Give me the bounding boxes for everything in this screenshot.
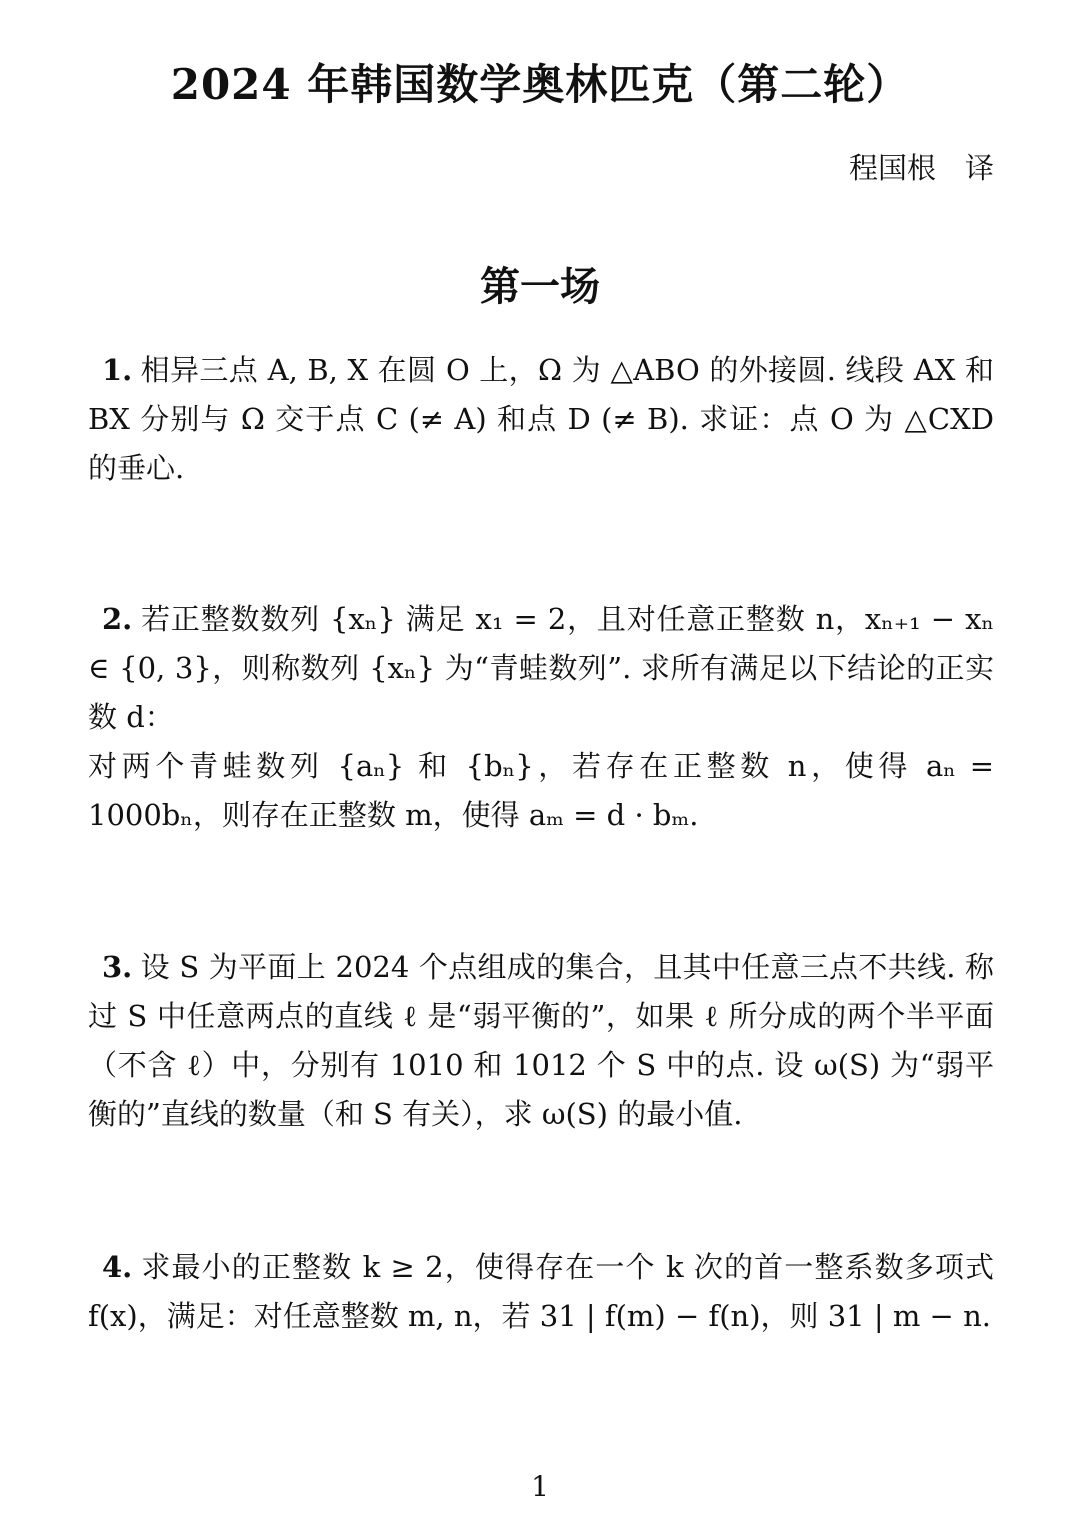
- page-number: 1: [531, 1470, 549, 1503]
- problem-number: 4.: [102, 1250, 133, 1284]
- problem-statement: 设 S 为平面上 2024 个点组成的集合，且其中任意三点不共线. 称过 S 中任意两点的直线 ℓ 是“弱平衡的”，如果 ℓ 所分成的两个半平面（不含 ℓ）中，分别有 1010 和 1012 个 S 中的点. 设 ω(S) 为“弱平衡的”直线的数量（和 S 有关），求 ω(S) 的最小值.: [88, 950, 994, 1131]
- problem-number: 1.: [102, 353, 133, 387]
- page-title: 2024 年韩国数学奥林匹克（第二轮）: [170, 60, 910, 109]
- problem-statement: 求最小的正整数 k ≥ 2，使得存在一个 k 次的首一整系数多项式 f(x)，满足：对任意整数 m, n，若 31 | f(m) − f(n)，则 31 | m − n.: [88, 1250, 994, 1333]
- problem-3: [88, 943, 994, 1139]
- problem-statement: 若正整数数列 {xₙ} 满足 x₁ = 2，且对任意正整数 n，xₙ₊₁ − xₙ ∈ {0, 3}，则称数列 {xₙ} 为“青蛙数列”. 求所有满足以下结论的正实数 d：: [88, 602, 994, 734]
- problem-number: 2.: [102, 602, 133, 636]
- problem-3-text: [88, 943, 994, 1139]
- problem-4: [88, 1243, 994, 1341]
- session-heading: 第一场: [480, 263, 600, 310]
- problem-2: [88, 595, 994, 840]
- translator-credit: 程国根 译: [848, 151, 994, 185]
- problem-4-text: [88, 1243, 994, 1341]
- problem-1: [88, 346, 994, 493]
- problem-1-text: [88, 346, 994, 493]
- problem-2-text: [88, 595, 994, 742]
- problem-2-condition: 对两个青蛙数列 {aₙ} 和 {bₙ}，若存在正整数 n，使得 aₙ = 1000bₙ，则存在正整数 m，使得 aₘ = d · bₘ.: [88, 749, 994, 832]
- problem-number: 3.: [102, 950, 133, 984]
- problem-statement: 相异三点 A, B, X 在圆 O 上，Ω 为 △ABO 的外接圆. 线段 AX 和 BX 分别与 Ω 交于点 C (≠ A) 和点 D (≠ B). 求证：点 O 为 △CXD 的垂心.: [88, 353, 994, 485]
